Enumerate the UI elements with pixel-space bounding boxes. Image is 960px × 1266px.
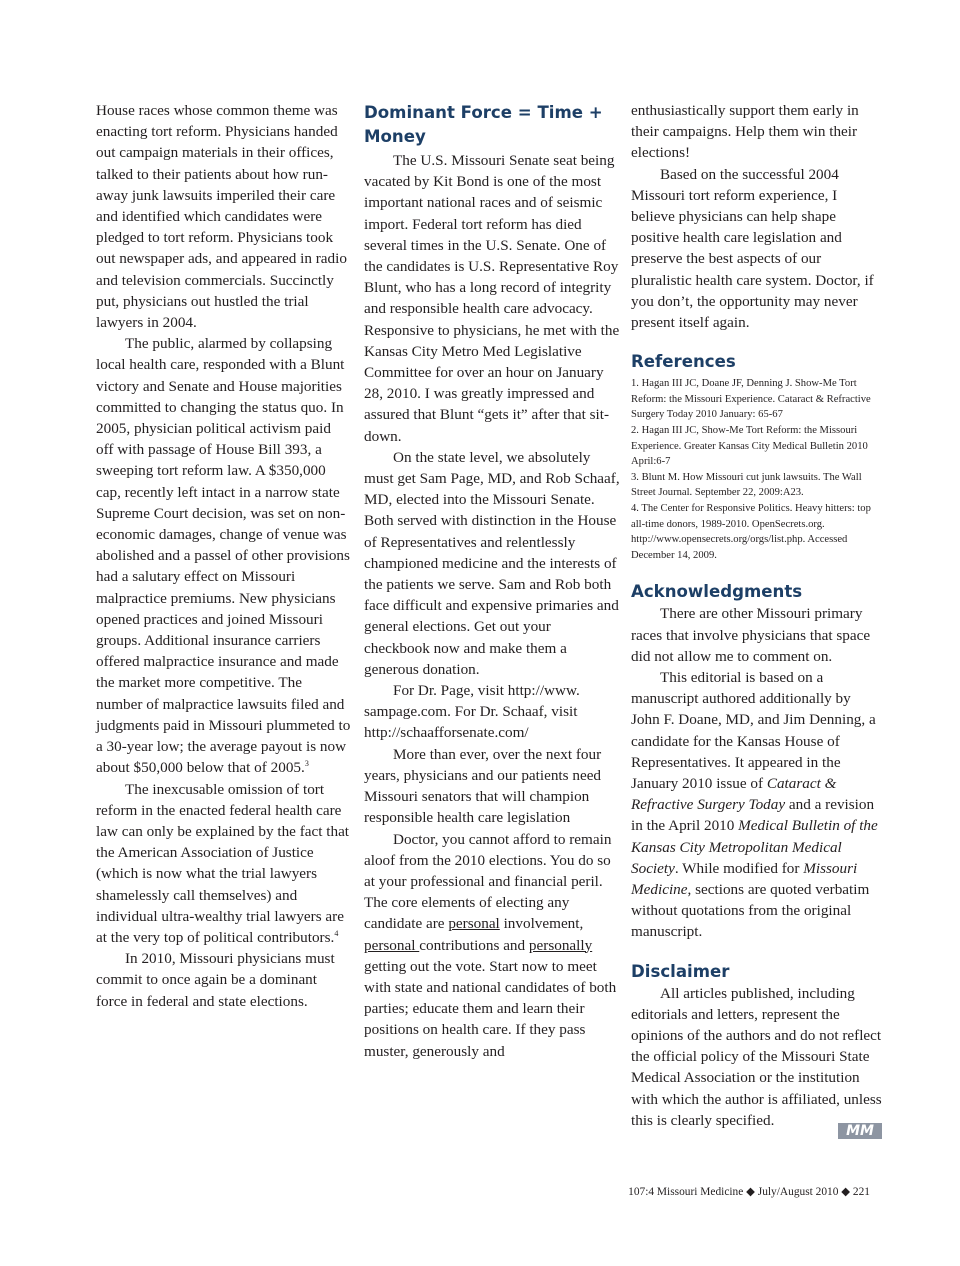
paragraph: For Dr. Page, visit http://www. sampage.com. For Dr. Schaaf, visit http://schaafforsenate.com/: [364, 682, 580, 742]
paragraph: This editorial is based on a manuscript authored additionally by John F. Doane, MD, and Jim Denning, a candidate for the Kansas House of Representatives. It appeared in the January 2010 issue of Cataract & Refractive Surgery Today and a revision in the April 2010 Medical Bulletin of the Kansas City Metropolitan Medical Society. While modified for Missouri Medicine, sections are quoted verbatim without quotations from the original manuscript.: [631, 668, 878, 941]
underlined-word: personally: [528, 936, 593, 954]
paragraph: The U.S. Missouri Senate seat being vacated by Kit Bond is one of the most important national races and of seismic import. Federal tort reform has died several times in the U.S. Senate. One of the candidates is U.S. Representative Roy Blunt, who has a long record of integrity and responsible health care advocacy. Responsive to physicians, he met with the Kansas City Metro Med Legislative Committee for over an hour on January 28, 2010. I was greatly impressed and assured that Blunt “gets it” after that sit-down.: [364, 152, 620, 445]
publication-title: Missouri Medicine: [631, 859, 858, 898]
reference-item: 4. The Center for Responsive Politics. Heavy hitters: top all-time donors, 1989-2010. OpenSecrets.org. http://www.opensecrets.org/orgs/list.php. Accessed December 14, 2009.: [631, 502, 871, 561]
section-heading-references: References: [631, 352, 736, 372]
section-heading-acknowledgments: Acknowledgments: [631, 582, 803, 602]
paragraph: enthusiastically support them early in their campaigns. Help them win their elections!: [631, 102, 859, 162]
paragraph: Doctor, you cannot afford to remain aloof from the 2010 elections. You do so at your professional and financial peril. The core elements of electing any candidate are personal involvement, personal contributions and personally getting out the vote. Start now to meet with state and national candidates of both parties; educate them and learn their positions on health care. If they pass muster, generously and: [364, 830, 617, 1060]
underlined-word: personal: [364, 936, 420, 954]
paragraph: House races whose common theme was enacting tort reform. Physicians handed out campaign materials in their offices, talked to their patients about how run-away junk lawsuits imperiled their care and identified which candidates were pledged to tort reform. Physicians took out newspaper ads, and appeared in radio and television commercials. Succinctly put, physicians out hustled the trial lawyers in 2004.: [96, 102, 347, 332]
column-1: [96, 100, 351, 1012]
publication-title: Cataract & Refractive Surgery Today: [631, 774, 837, 814]
paragraph: In 2010, Missouri physicians must commit to once again be a dominant force in federal and state elections.: [96, 950, 335, 1010]
paragraph: The inexcusable omission of tort reform in the enacted federal health care law can only be explained by the fact that the American Association of Justice (which is now what the trial lawyers shamelessly call themselves) and individual ultra-wealthy trial lawyers are at the very top of political contributors.$^4$: [96, 780, 350, 946]
paragraph: All articles published, including editorials and letters, represent the opinions of the authors and do not reflect the official policy of the Missouri State Medical Association or the institution with which the author is affiliated, unless this is clearly specified.: [631, 984, 882, 1129]
paragraph: On the state level, we absolutely must get Sam Page, MD, and Rob Schaaf, MD, elected into the Missouri Senate. Both served with distinction in the House of Representatives and relentlessly championed medicine and the interests of the patients we serve. Sam and Rob both face difficult and expensive primaries and general elections. Get out your checkbook now and make them a generous donation.: [364, 448, 620, 678]
citation-ref: 3: [304, 759, 309, 769]
reference-item: 3. Blunt M. How Missouri cut junk lawsuits. The Wall Street Journal. September 22, 2009:A23.: [631, 471, 862, 499]
paragraph: There are other Missouri primary races that involve physicians that space did not allow me to comment on.: [631, 605, 871, 665]
section-heading-dominant-force: Dominant Force = Time + Money: [364, 103, 603, 146]
reference-item: 1. Hagan III JC, Doane JF, Denning J. Show-Me Tort Reform: the Missouri Experience. Cataract & Refractive Surgery Today 2010 January: 65-67: [631, 378, 871, 421]
underlined-word: personal: [448, 915, 500, 933]
publication-title: Medical Bulletin of the Kansas City Metropolitan Medical Society: [631, 817, 878, 877]
column-3: [631, 100, 883, 1131]
paragraph: The public, alarmed by collapsing local health care, responded with a Blunt victory and Senate and House majorities committed to changing the status quo. In 2005, physician political activism paid off with passage of House Bill 393, a sweeping tort reform law. A $350,000 cap, recently left intact in a narrow state Supreme Court decision, was set on non-economic damages, change of venue was abolished and a passel of other provisions had a salutary effect on Missouri malpractice premiums. New physicians opened practices and joined Missouri groups. Additional insurance carriers offered malpractice insurance and made the market more competitive. The number of malpractice lawsuits filed and judgments paid in Missouri plummeted to a 30-year low; the average payout is now about $50,000 below that of 2005.$^3$: [96, 335, 351, 777]
end-mark-logo: MM: [838, 1123, 882, 1139]
paragraph: Based on the successful 2004 Missouri tort reform experience, I believe physicians can help shape positive health care legislation and preserve the best aspects of our pluralistic health care system. Doctor, if you don’t, the opportunity may never present itself again.: [631, 165, 874, 332]
reference-list: [631, 376, 883, 563]
section-heading-disclaimer: Disclaimer: [631, 961, 730, 981]
page-footer: 107:4 Missouri Medicine ◆ July/August 2010 ◆ 221: [628, 1186, 870, 1198]
citation-ref: 4: [334, 928, 339, 938]
column-2: [364, 101, 620, 1062]
paragraph: More than ever, over the next four years, physicians and our patients need Missouri senators that will champion responsible health care legislation: [364, 745, 602, 827]
reference-item: 2. Hagan III JC, Show-Me Tort Reform: the Missouri Experience. Greater Kansas City Medical Bulletin 2010 April:6-7: [631, 425, 868, 468]
